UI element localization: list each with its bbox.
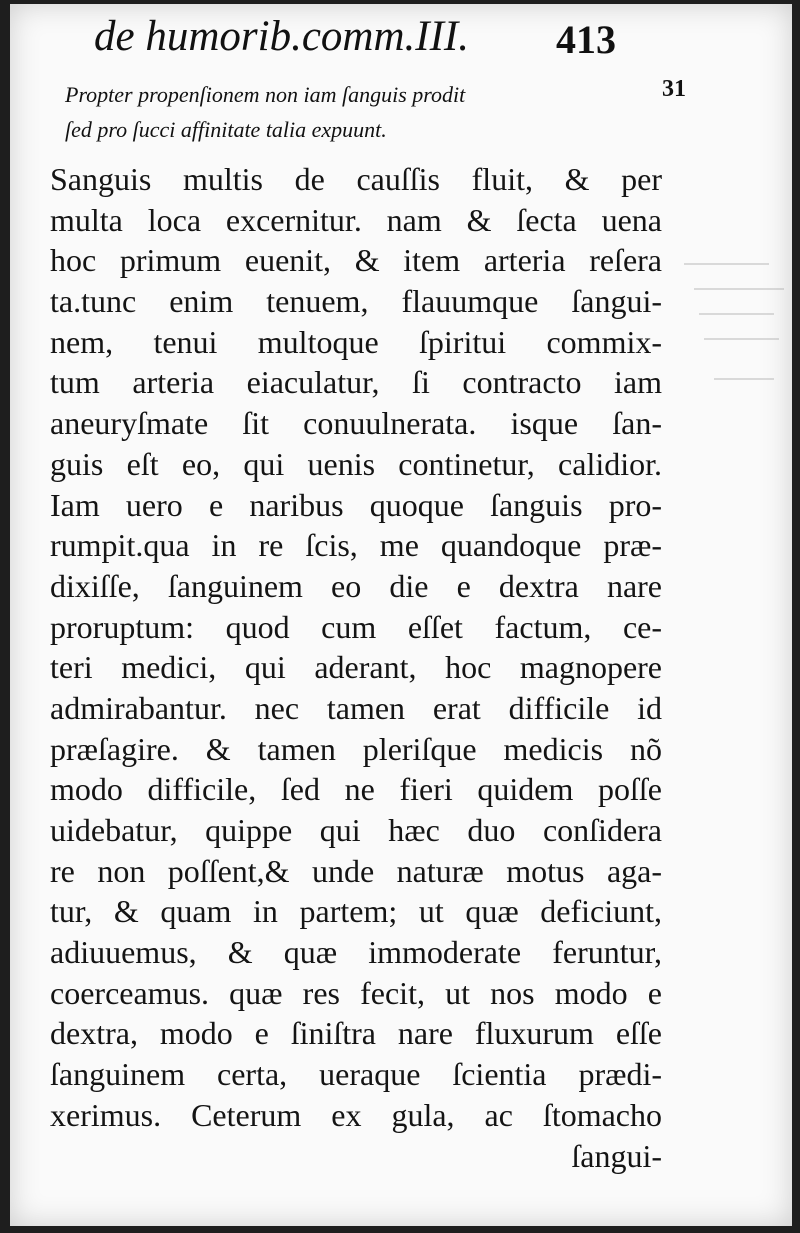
text-line: ta.tunc enim tenuem, flauumque ſangui- [50,283,662,320]
margin-number: 31 [662,76,686,102]
text-line: tur, & quam in partem; ut quæ deficiunt, [50,893,662,930]
text-line: hoc primum euenit, & item arteria reſera [50,242,662,279]
text-line: aneuryſmate ſit conuulnerata. isque ſan- [50,405,662,442]
text-line: adiuuemus, & quæ immoderate feruntur, [50,934,662,971]
text-line: coerceamus. quæ res fecit, ut nos modo e [50,974,662,1011]
page-number: 413 [556,17,616,62]
text-line: uidebatur, quippe qui hæc duo conſidera [50,812,662,848]
text-line: xerimus. Ceterum ex gula, ac ſtomacho [50,1096,662,1133]
text-line: ſangui- [571,1137,662,1174]
text-line: admirabantur. nec tamen erat difficile id [50,689,662,726]
show-through-bleed [674,244,792,404]
text-line: tum arteria eiaculatur, ſi contracto iam [50,364,662,401]
sidenote-line: Propter propenſionem non iam ſanguis prodit [65,82,466,107]
text-line: rumpit.qua in re ſcis, me quandoque præ- [50,527,662,564]
text-line: proruptum: quod cum eſſet factum, ce- [50,608,662,645]
text-line: ſanguinem certa, ueraque ſcientia prædi- [50,1056,662,1093]
text-line: præſagire. & tamen pleriſque medicis nõ [50,730,662,767]
text-line: dixiſſe, ſanguinem eo die e dextra nare [50,567,662,604]
text-line: dextra, modo e ſiniſtra nare fluxurum eſſe [50,1015,662,1052]
text-line: multa loca excernitur. nam & ſecta uena [50,201,662,238]
sidenote-line: ſed pro ſucci affinitate talia expuunt. [65,117,387,142]
body-text [50,159,662,1176]
text-line: re non poſſent,& unde naturæ motus aga- [50,852,662,889]
text-line: nem, tenui multoque ſpiritui commix- [50,323,662,360]
bleed-texture [674,244,792,404]
text-line: guis eſt eo, qui uenis continetur, calidior. [50,445,662,482]
text-line: teri medici, qui aderant, hoc magnopere [50,649,662,686]
text-line: Sanguis multis de cauſſis fluit, & per [50,161,662,197]
page-header [80,12,680,74]
text-line: modo difficile, ſed ne fieri quidem poſſe [50,771,662,808]
running-title: de humorib.comm.III. [94,13,469,60]
book-page [10,4,792,1226]
text-line: Iam uero e naribus quoque ſanguis pro- [50,486,662,523]
